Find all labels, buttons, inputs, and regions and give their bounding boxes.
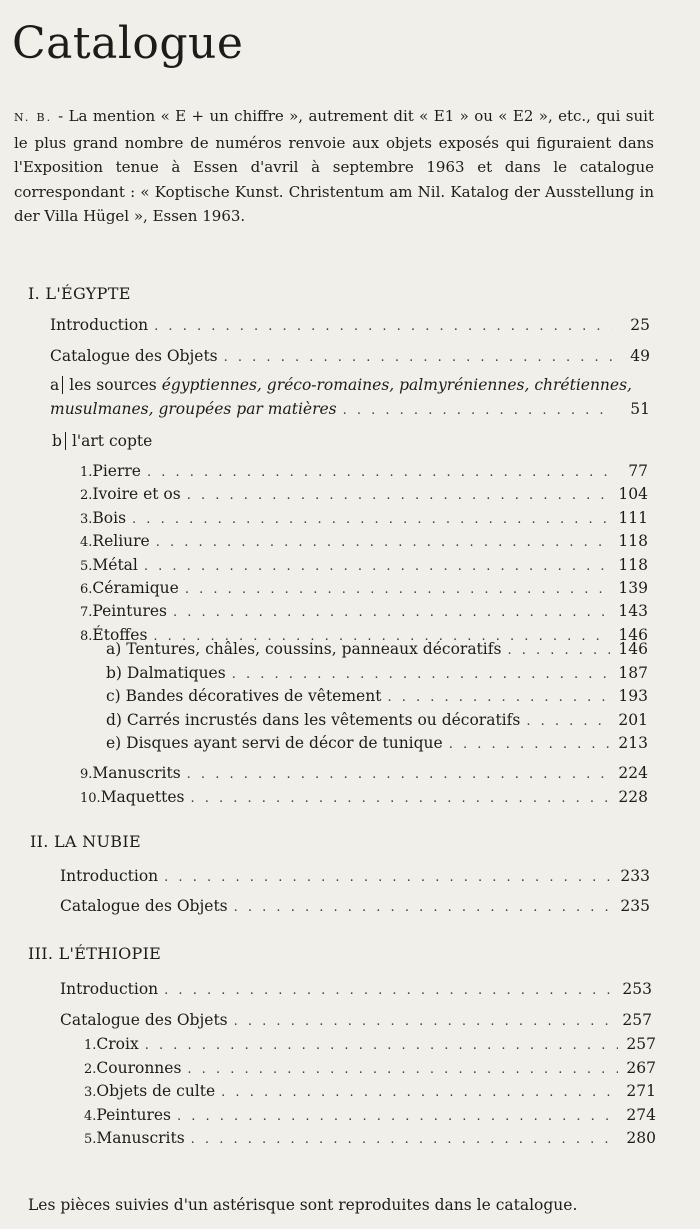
leader-dots [156, 535, 610, 550]
leader-dots [185, 582, 610, 597]
toc-row[interactable] [84, 1082, 656, 1100]
leader-dots [343, 403, 612, 418]
leader-dots [164, 983, 614, 998]
section-heading-egypte: I. L'ÉGYPTE [28, 284, 131, 303]
toc-row[interactable] [106, 687, 648, 705]
leader-dots [177, 1109, 618, 1124]
item-label: Ivoire et os [92, 485, 181, 504]
item-label: Pierre [92, 462, 141, 480]
nota-bene [14, 104, 654, 229]
item-label: Manuscrits [96, 1129, 185, 1148]
leader-dots [234, 1014, 614, 1029]
item-number: 1. [80, 465, 93, 480]
item-label: Peintures [92, 602, 167, 621]
leader-dots [234, 900, 612, 915]
toc-row-egypte-catalogue[interactable]: Catalogue des Objets . . . 49 [50, 347, 650, 365]
nota-bene-prefix: N. B. [14, 111, 53, 124]
subsection-art-copte: b l'art copte [52, 432, 153, 450]
item-number: 7. [80, 605, 93, 621]
leader-dots [190, 791, 610, 806]
item-number: 9. [80, 767, 93, 782]
toc-row-sources-line1: a les sources égyptiennes, gréco-romaines, palmyréniennes, chrétiennes, [50, 376, 632, 394]
item-label: Maquettes [100, 787, 185, 806]
leader-dots [187, 767, 610, 782]
item-label: Bois [92, 508, 127, 527]
item-label: Étoffes [92, 625, 148, 644]
item-number: 4. [84, 1108, 97, 1124]
page-number: 213 [618, 734, 648, 752]
page-number: 235 [620, 897, 650, 915]
item-label: Manuscrits [92, 764, 181, 782]
toc-row[interactable] [106, 664, 648, 682]
toc-row[interactable] [84, 1035, 656, 1053]
item-label: d) Carrés incrustés dans les vêtements ou décoratifs [106, 710, 521, 729]
leader-dots [132, 512, 610, 527]
leader-dots [144, 559, 610, 574]
toc-row[interactable] [106, 734, 648, 752]
toc-row[interactable] [84, 1059, 656, 1077]
page-number: 280 [626, 1129, 656, 1148]
toc-row[interactable] [80, 788, 648, 806]
page-number: 143 [618, 602, 648, 621]
leader-dots [191, 1132, 618, 1147]
item-number: 8. [80, 628, 93, 644]
toc-row[interactable] [80, 579, 648, 597]
item-label: a) Tentures, châles, coussins, panneaux décoratifs [106, 640, 502, 658]
item-number: 1. [84, 1038, 97, 1053]
item-label: Céramique [92, 579, 179, 597]
item-label: Croix [96, 1035, 139, 1053]
item-number: 10. [80, 790, 101, 806]
page-number: 139 [618, 579, 648, 597]
toc-row[interactable] [80, 509, 648, 527]
page-title: Catalogue [12, 18, 244, 69]
leader-dots [187, 1062, 618, 1077]
subsection-marker-a: a [50, 376, 63, 394]
leader-dots [147, 465, 610, 480]
leader-dots [145, 1038, 618, 1053]
leader-dots [154, 319, 612, 334]
item-number: 3. [80, 511, 93, 527]
item-number: 2. [80, 488, 93, 504]
leader-dots [449, 737, 610, 752]
toc-row-nubie-catalogue[interactable]: Catalogue des Objets . . . 235 [60, 897, 650, 915]
item-number: 5. [80, 558, 93, 574]
page-number: 118 [618, 532, 648, 551]
leader-dots [221, 1085, 618, 1100]
leader-dots [224, 350, 612, 365]
page-number: 111 [618, 508, 648, 527]
page-number: 224 [618, 764, 648, 782]
page-number: 271 [626, 1082, 656, 1101]
item-label: Reliure [92, 532, 150, 551]
toc-row[interactable] [80, 764, 648, 782]
page-number: 51 [630, 400, 650, 418]
page-number: 193 [618, 687, 648, 705]
leader-dots [187, 488, 610, 503]
toc-row[interactable] [80, 556, 648, 574]
toc-row[interactable] [106, 711, 648, 729]
toc-row[interactable] [106, 640, 648, 658]
item-label: e) Disques ayant servi de décor de tunique [106, 734, 443, 752]
item-number: 4. [80, 535, 93, 551]
item-number: 6. [80, 582, 93, 597]
page-number: 187 [618, 663, 648, 682]
page-number: 77 [628, 462, 648, 480]
page-number: 104 [618, 485, 648, 504]
page-number: 49 [630, 347, 650, 365]
toc-row[interactable] [80, 602, 648, 620]
item-number: 2. [84, 1061, 97, 1077]
leader-dots [526, 714, 610, 729]
item-label: Objets de culte [96, 1082, 216, 1101]
toc-row[interactable] [80, 532, 648, 550]
page-number: 267 [626, 1058, 656, 1077]
page-number: 233 [620, 867, 650, 885]
page-number: 228 [618, 787, 648, 806]
page-number: 25 [630, 316, 650, 334]
subsection-marker-b: b [52, 432, 66, 450]
section-heading-ethiopie: III. L'ÉTHIOPIE [28, 944, 162, 963]
item-label: c) Bandes décoratives de vêtement [106, 687, 382, 705]
page-number: 253 [622, 980, 652, 998]
nota-bene-text: - La mention « E + un chiffre », autrement dit « E1 » ou « E2 », etc., qui suit le plus grand nombre de numéros renvoie aux objets exposés qui figuraient dans l'Exposition tenue à Essen d'avril à septembre 1963 et dans le catalogue correspondant : « Koptische Kunst. Christentum am Nil. Katalog der Ausstellung in der Villa Hügel », Essen 1963. [14, 107, 654, 225]
toc-row-egypte-introduction[interactable]: Introduction . . . 25 [50, 316, 650, 334]
toc-row[interactable] [80, 462, 648, 480]
toc-row-ethiopie-catalogue[interactable]: Catalogue des Objets . . . 257 [60, 1011, 652, 1029]
footer-note: Les pièces suivies d'un astérisque sont reproduites dans le catalogue. [28, 1196, 578, 1214]
toc-row[interactable] [84, 1106, 656, 1124]
page-number: 274 [626, 1105, 656, 1124]
toc-row[interactable] [80, 485, 648, 503]
section-heading-nubie: II. LA NUBIE [30, 832, 141, 851]
toc-row-nubie-introduction[interactable]: Introduction . . . 233 [60, 867, 650, 885]
toc-row[interactable] [84, 1129, 656, 1147]
item-number: 3. [84, 1085, 97, 1101]
page-number: 146 [618, 625, 648, 644]
toc-row-sources-line2[interactable]: musulmanes, groupées par matières . . . 51 [50, 400, 650, 418]
item-label: b) Dalmatiques [106, 663, 226, 682]
item-label: Couronnes [96, 1058, 182, 1077]
item-number: 5. [84, 1132, 97, 1148]
leader-dots [507, 643, 610, 658]
page-number: 257 [626, 1035, 656, 1053]
leader-dots [164, 870, 612, 885]
leader-dots [173, 605, 610, 620]
leader-dots [387, 690, 610, 705]
toc-row-ethiopie-introduction[interactable]: Introduction . . . 253 [60, 980, 652, 998]
page-number: 146 [618, 640, 648, 658]
item-label: Peintures [96, 1105, 171, 1124]
page-number: 118 [618, 555, 648, 574]
page-number: 201 [618, 710, 648, 729]
leader-dots [232, 667, 610, 682]
item-label: Métal [92, 555, 138, 574]
page-number: 257 [622, 1011, 652, 1029]
